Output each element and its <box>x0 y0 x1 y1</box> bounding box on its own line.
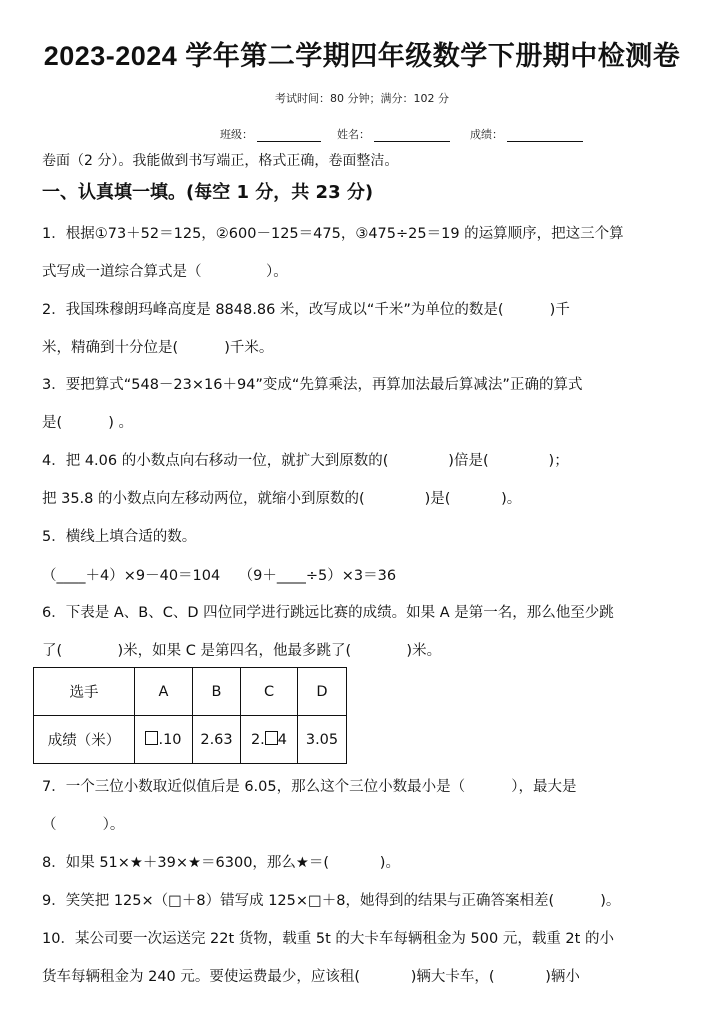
question-2-line-1: 2．我国珠穆朗玛峰高度是 8848.86 米，改写成以“千米”为单位的数是( )千 <box>42 302 570 318</box>
score-c-prefix: 2. <box>250 732 265 748</box>
question-5-line-1: 5．横线上填合适的数。 <box>42 529 197 545</box>
score-input-line[interactable] <box>507 129 583 142</box>
question-1-line-2: 式写成一道综合算式是（ ）。 <box>42 264 288 280</box>
student-info-fields <box>220 126 599 142</box>
question-7-line-2: （ ）。 <box>42 817 125 833</box>
question-8: 8．如果 51×★＋39×★＝6300，那么★＝( )。 <box>42 855 400 871</box>
section-heading: 一、认真填一填。(每空 1 分，共 23 分) <box>42 182 374 203</box>
blank-box-icon <box>145 731 158 745</box>
score-d: 3.05 <box>298 716 347 764</box>
score-a-value: .10 <box>158 732 182 748</box>
row-label-score: 成绩（米） <box>34 716 135 764</box>
question-6-line-2: 了( )米，如果 C 是第四名，他最多跳了( )米。 <box>42 643 442 659</box>
header-c: C <box>241 668 298 716</box>
name-input-line[interactable] <box>374 129 450 142</box>
table-header-row <box>34 668 347 716</box>
question-5-equations: （____＋4）×9－40＝104 （9＋____÷5）×3＝36 <box>42 568 397 584</box>
blank-box-icon <box>265 731 278 745</box>
question-1-line-1: 1．根据①73＋52＝125，②600－125＝475，③475÷25＝19 的运算顺序，把这三个算 <box>42 226 624 242</box>
question-4-line-1: 4．把 4.06 的小数点向右移动一位，就扩大到原数的( )倍是( )； <box>42 453 569 469</box>
name-label: 姓名： <box>337 128 370 141</box>
question-7-line-1: 7．一个三位小数取近似值后是 6.05，那么这个三位小数最小是（ ），最大是 <box>42 779 577 795</box>
question-3-line-2: 是( ) 。 <box>42 415 134 431</box>
question-10-line-2: 货车每辆租金为 240 元。要使运费最少，应该租( )辆大卡车，( )辆小 <box>42 969 580 985</box>
question-6-line-1: 6．下表是 A、B、C、D 四位同学进行跳远比赛的成绩。如果 A 是第一名，那么他至少跳 <box>42 605 614 621</box>
exam-info: 考试时间：80 分钟；满分：102 分 <box>275 92 449 105</box>
score-c-suffix: 4 <box>277 732 288 748</box>
header-b: B <box>193 668 241 716</box>
score-label: 成绩： <box>470 128 503 141</box>
header-player: 选手 <box>34 668 135 716</box>
long-jump-score-table <box>33 667 347 764</box>
header-d: D <box>298 668 347 716</box>
question-9: 9．笑笑把 125×（□＋8）错写成 125×□＋8，她得到的结果与正确答案相差( )。 <box>42 893 621 909</box>
name-field[interactable] <box>337 126 450 142</box>
class-input-line[interactable] <box>257 129 321 142</box>
exam-title: 2023-2024 学年第二学期四年级数学下册期中检测卷 <box>43 41 681 71</box>
table-row <box>34 716 347 764</box>
header-a: A <box>135 668 193 716</box>
score-a <box>135 716 193 764</box>
class-field[interactable] <box>220 126 321 142</box>
question-3-line-1: 3．要把算式“548－23×16＋94”变成“先算乘法，再算加法最后算减法”正确的算式 <box>42 377 583 393</box>
score-c <box>241 716 298 764</box>
class-label: 班级： <box>220 128 253 141</box>
question-2-line-2: 米，精确到十分位是( )千米。 <box>42 340 274 356</box>
neatness-note: 卷面（2 分）。我能做到书写端正，格式正确，卷面整洁。 <box>42 153 399 169</box>
question-10-line-1: 10．某公司要一次运送完 22t 货物，载重 5t 的大卡车每辆租金为 500 元，载重 2t 的小 <box>42 931 614 947</box>
score-b: 2.63 <box>193 716 241 764</box>
question-4-line-2: 把 35.8 的小数点向左移动两位，就缩小到原数的( )是( )。 <box>42 491 522 507</box>
score-field[interactable] <box>470 126 583 142</box>
